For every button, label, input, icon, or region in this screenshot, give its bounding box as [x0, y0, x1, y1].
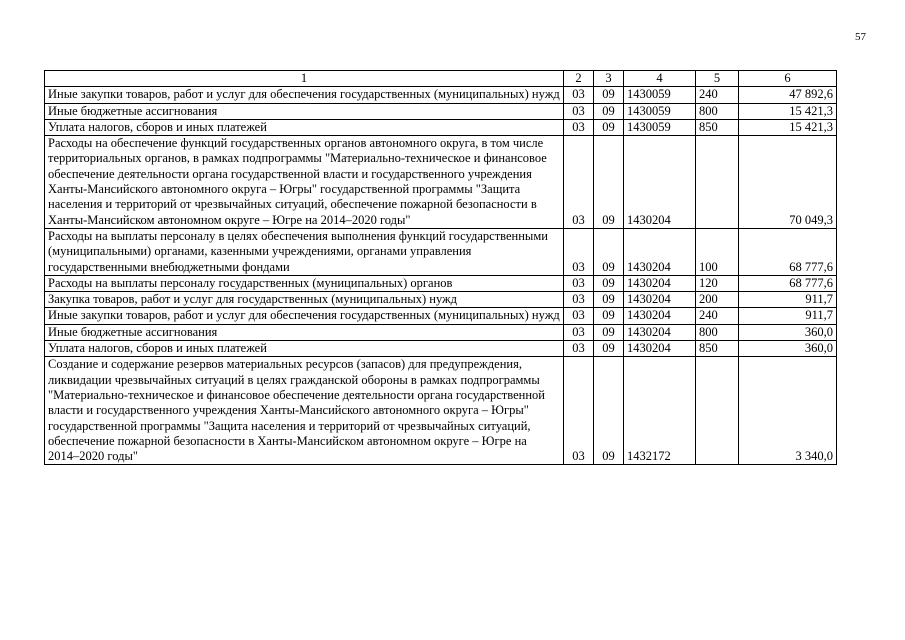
row-pr: 09: [594, 292, 624, 308]
table-row: [45, 324, 837, 340]
row-csr: 1430204: [624, 136, 696, 229]
row-name: Расходы на обеспечение функций государственных органов автономного округа, в том числе территориальных органов, в рамках подпрограммы "Материально-техническое и финансовое обеспечение деятельности органа государственной власти и государственного учреждения Ханты-Мансийского автономного округа – Югры" государственной программы "Защита населения и территорий от чрезвычайных ситуаций, обеспечение пожарной безопасности в Ханты-Мансийском автономном округе – Югре на 2014–2020 годы": [45, 136, 564, 229]
row-name: Иные закупки товаров, работ и услуг для обеспечения государственных (муниципальных) нужд: [45, 308, 564, 324]
budget-table: [44, 70, 837, 465]
row-name: Иные бюджетные ассигнования: [45, 103, 564, 119]
row-vr: 240: [696, 308, 739, 324]
row-csr: 1430204: [624, 324, 696, 340]
header-col-1: 1: [45, 71, 564, 87]
table-row: [45, 308, 837, 324]
row-csr: 1432172: [624, 357, 696, 465]
row-pr: 09: [594, 308, 624, 324]
row-vr: 850: [696, 119, 739, 135]
row-pr: 09: [594, 324, 624, 340]
row-name: Закупка товаров, работ и услуг для государственных (муниципальных) нужд: [45, 292, 564, 308]
table-row: [45, 119, 837, 135]
table-row: [45, 103, 837, 119]
row-pr: 09: [594, 228, 624, 275]
row-amount: 911,7: [739, 308, 837, 324]
table-row: [45, 341, 837, 357]
row-name: Иные закупки товаров, работ и услуг для обеспечения государственных (муниципальных) нужд: [45, 87, 564, 103]
row-name: Создание и содержание резервов материальных ресурсов (запасов) для предупреждения, ликвидации чрезвычайных ситуаций в целях гражданской обороны в рамках подпрограммы "Материально-техническое и финансовое обеспечение деятельности органа государственной власти и государственного учреждения Ханты-Мансийского автономного округа – Югры" государственной программы "Защита населения и территорий от чрезвычайных ситуаций, обеспечение пожарной безопасности в Ханты-Мансийском автономном округе – Югре на 2014–2020 годы": [45, 357, 564, 465]
table-row: [45, 357, 837, 465]
row-vr: 850: [696, 341, 739, 357]
row-name: Иные бюджетные ассигнования: [45, 324, 564, 340]
row-amount: 3 340,0: [739, 357, 837, 465]
header-col-4: 4: [624, 71, 696, 87]
row-rz: 03: [564, 308, 594, 324]
row-csr: 1430059: [624, 103, 696, 119]
table-row: [45, 136, 837, 229]
row-rz: 03: [564, 228, 594, 275]
row-pr: 09: [594, 119, 624, 135]
row-vr: 240: [696, 87, 739, 103]
row-csr: 1430204: [624, 308, 696, 324]
row-vr: 800: [696, 103, 739, 119]
header-col-6: 6: [739, 71, 837, 87]
row-amount: 70 049,3: [739, 136, 837, 229]
header-col-5: 5: [696, 71, 739, 87]
row-rz: 03: [564, 87, 594, 103]
table-row: [45, 228, 837, 275]
row-amount: 911,7: [739, 292, 837, 308]
row-pr: 09: [594, 103, 624, 119]
row-rz: 03: [564, 341, 594, 357]
row-vr: 100: [696, 228, 739, 275]
row-vr: 800: [696, 324, 739, 340]
row-pr: 09: [594, 136, 624, 229]
row-rz: 03: [564, 103, 594, 119]
row-amount: 360,0: [739, 341, 837, 357]
row-vr: [696, 136, 739, 229]
row-amount: 360,0: [739, 324, 837, 340]
row-csr: 1430204: [624, 292, 696, 308]
header-col-2: 2: [564, 71, 594, 87]
row-amount: 15 421,3: [739, 119, 837, 135]
row-name: Уплата налогов, сборов и иных платежей: [45, 119, 564, 135]
row-csr: 1430059: [624, 87, 696, 103]
table-row: [45, 292, 837, 308]
row-amount: 47 892,6: [739, 87, 837, 103]
row-rz: 03: [564, 275, 594, 291]
table-header-row: [45, 71, 837, 87]
row-csr: 1430204: [624, 275, 696, 291]
row-rz: 03: [564, 324, 594, 340]
row-amount: 68 777,6: [739, 275, 837, 291]
page-number: 57: [855, 31, 866, 43]
row-name: Расходы на выплаты персоналу государственных (муниципальных) органов: [45, 275, 564, 291]
row-amount: 15 421,3: [739, 103, 837, 119]
row-vr: 120: [696, 275, 739, 291]
row-csr: 1430059: [624, 119, 696, 135]
row-rz: 03: [564, 119, 594, 135]
row-pr: 09: [594, 275, 624, 291]
row-vr: 200: [696, 292, 739, 308]
row-pr: 09: [594, 87, 624, 103]
table-row: [45, 87, 837, 103]
row-name: Расходы на выплаты персоналу в целях обеспечения выполнения функций государственными (муниципальными) органами, казенными учреждениями, органами управления государственными внебюджетными фондами: [45, 228, 564, 275]
row-csr: 1430204: [624, 228, 696, 275]
row-rz: 03: [564, 357, 594, 465]
header-col-3: 3: [594, 71, 624, 87]
row-vr: [696, 357, 739, 465]
row-pr: 09: [594, 357, 624, 465]
table-row: [45, 275, 837, 291]
row-amount: 68 777,6: [739, 228, 837, 275]
row-csr: 1430204: [624, 341, 696, 357]
row-name: Уплата налогов, сборов и иных платежей: [45, 341, 564, 357]
row-rz: 03: [564, 292, 594, 308]
row-rz: 03: [564, 136, 594, 229]
row-pr: 09: [594, 341, 624, 357]
